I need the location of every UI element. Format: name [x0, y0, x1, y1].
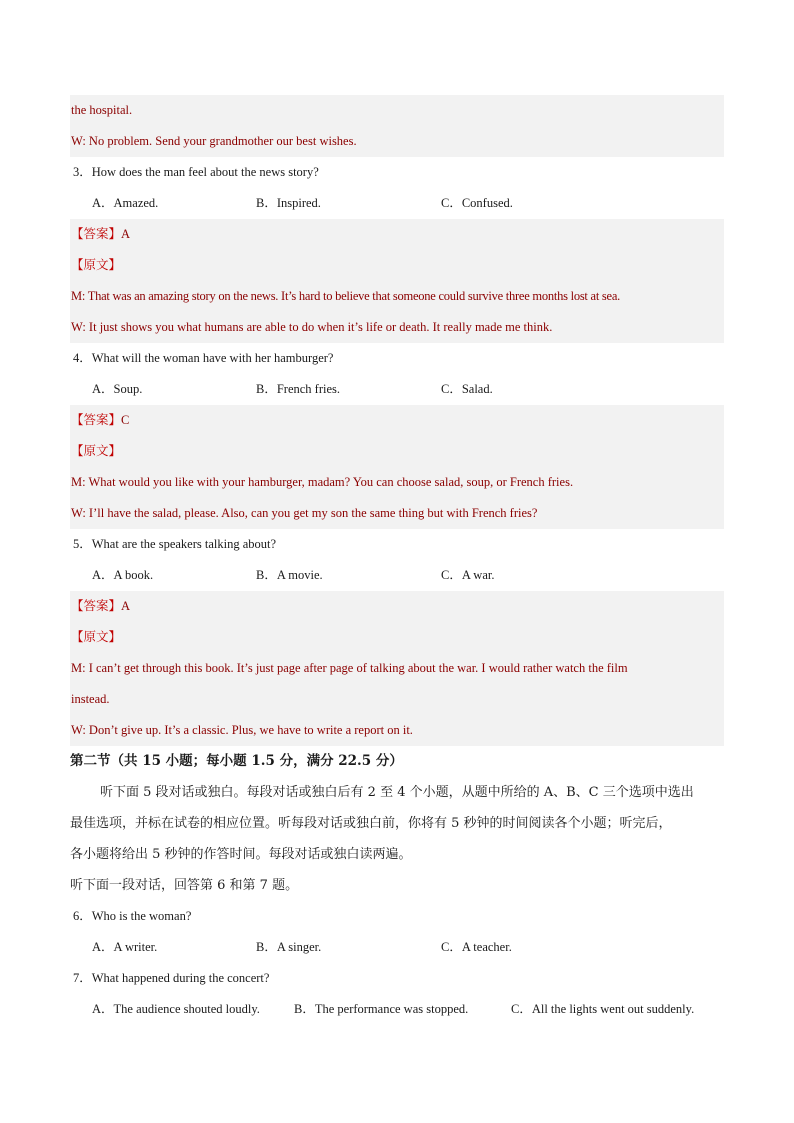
option-c: C．Salad. — [441, 382, 493, 396]
option-c: C．A teacher. — [441, 940, 512, 954]
question-6-options — [70, 932, 724, 963]
transcript-line: W: I’ll have the salad, please. Also, can you get my son the same thing but with French fries? — [71, 506, 538, 520]
transcript-line: W: Don’t give up. It’s a classic. Plus, we have to write a report on it. — [71, 723, 413, 737]
dialogue-intro: 听下面一段对话，回答第 6 和第 7 题。 — [70, 878, 299, 893]
answer-block-5 — [70, 591, 724, 746]
option-a: A．A book. — [92, 568, 154, 582]
transcript-line: M: I can’t get through this book. It’s just page after page of talking about the war. I would rather watch the film — [71, 661, 628, 675]
answer-value: A — [121, 599, 131, 613]
answer-line — [70, 591, 724, 622]
question-4: 4．What will the woman have with her hamburger? — [73, 351, 334, 365]
transcript-block-top — [70, 95, 724, 157]
option-b: B．A singer. — [256, 940, 322, 954]
transcript-line: M: What would you like with your hamburger, madam? You can choose salad, soup, or French fries. — [71, 475, 574, 489]
option-c: C．A war. — [441, 568, 495, 582]
option-a: A．The audience shouted loudly. — [92, 1002, 260, 1016]
answer-value: A — [121, 227, 131, 241]
option-b: B．A movie. — [256, 568, 323, 582]
answer-line — [70, 405, 724, 436]
question-5-options — [70, 560, 724, 591]
question-7: 7．What happened during the concert? — [73, 971, 270, 985]
transcript-line: instead. — [71, 692, 110, 706]
transcript-line: W: No problem. Send your grandmother our best wishes. — [71, 134, 357, 148]
option-c: C．Confused. — [441, 196, 513, 210]
section-instructions — [70, 777, 724, 901]
answer-label: 【答案】 — [71, 599, 122, 613]
answer-label: 【答案】 — [71, 413, 122, 427]
transcript-label: 【原文】 — [71, 630, 122, 644]
transcript-line: the hospital. — [71, 103, 133, 117]
instruction-line: 听下面 5 段对话或独白。每段对话或独白后有 2 至 4 个小题，从题中所给的 A、B、C 三个选项中选出 — [100, 785, 694, 800]
answer-line — [70, 219, 724, 250]
answer-block-3 — [70, 219, 724, 343]
question-3: 3．How does the man feel about the news story? — [73, 165, 319, 179]
instruction-line: 各小题将给出 5 秒钟的作答时间。每段对话或独白读两遍。 — [70, 847, 412, 862]
question-4-options — [70, 374, 724, 405]
option-a: A．A writer. — [92, 940, 158, 954]
question-3-options — [70, 188, 724, 219]
question-6: 6．Who is the woman? — [73, 909, 192, 923]
question-5: 5．What are the speakers talking about? — [73, 537, 277, 551]
option-b: B．The performance was stopped. — [294, 1002, 469, 1016]
transcript-line: W: It just shows you what humans are able to do when it’s life or death. It really made me think. — [71, 320, 553, 334]
instruction-line: 最佳选项，并标在试卷的相应位置。听每段对话或独白前，你将有 5 秒钟的时间阅读各个小题；听完后， — [70, 816, 672, 831]
option-c: C．All the lights went out suddenly. — [511, 1002, 695, 1016]
answer-block-4 — [70, 405, 724, 529]
option-b: B．French fries. — [256, 382, 341, 396]
section-heading: 第二节（共 15 小题；每小题 1.5 分，满分 22.5 分） — [70, 753, 403, 769]
option-b: B．Inspired. — [256, 196, 321, 210]
exam-page — [70, 95, 724, 1025]
option-a: A．Amazed. — [92, 196, 159, 210]
answer-label: 【答案】 — [71, 227, 122, 241]
transcript-line: M: That was an amazing story on the news. It’s hard to believe that someone could survive three months lost at sea. — [71, 289, 621, 303]
option-a: A．Soup. — [92, 382, 143, 396]
transcript-label: 【原文】 — [71, 258, 122, 272]
answer-value: C — [121, 413, 130, 427]
question-7-options — [70, 994, 724, 1025]
transcript-label: 【原文】 — [71, 444, 122, 458]
